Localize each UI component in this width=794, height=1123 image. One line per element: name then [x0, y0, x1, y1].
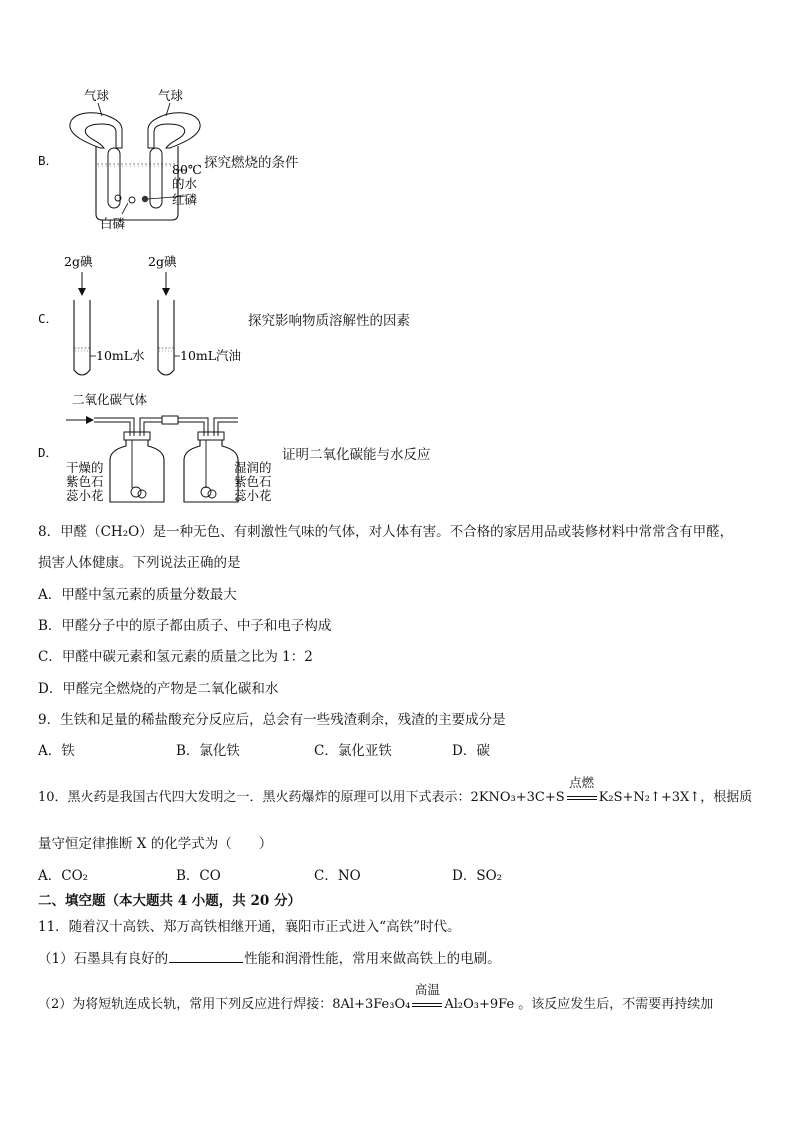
- q9-option-c[interactable]: C．氯化亚铁: [314, 743, 392, 759]
- q10-reaction-condition: [565, 775, 599, 805]
- q10-stem-line2: 量守恒定律推断 X 的化学式为（ ）: [38, 836, 273, 852]
- left-liquid-label: 10mL水: [96, 348, 145, 363]
- q10-option-d[interactable]: D．SO₂: [452, 868, 503, 884]
- q11-part1-post: 性能和润滑性能，常用来做高铁上的电刷。: [244, 951, 501, 967]
- q9-option-a[interactable]: A．铁: [38, 743, 75, 759]
- option-b-caption: 探究燃烧的条件: [204, 155, 299, 171]
- wet-flower-label-3: 蕊小花: [234, 488, 272, 503]
- balloon-left-label: 气球: [84, 88, 110, 103]
- section-heading-fill-blank: 二、填空题（本大题共 4 小题，共 20 分）: [38, 893, 301, 909]
- right-test-tube: [158, 300, 174, 375]
- water-label: 的水: [172, 176, 198, 191]
- q11-part1: [38, 947, 501, 967]
- option-d-letter: D．: [38, 445, 59, 460]
- q10-option-a[interactable]: A．CO₂: [38, 868, 89, 884]
- iodine-left-label: 2g碘: [64, 254, 93, 269]
- dry-flower-label-2: 紫色石: [66, 474, 104, 489]
- q9-stem: 9．生铁和足量的稀盐酸充分反应后，总会有一些残渣剩余，残渣的主要成分是: [38, 712, 506, 728]
- balloon-right-label: 气球: [158, 88, 184, 103]
- iodine-right-label: 2g碘: [148, 254, 177, 269]
- wet-flower-label-2: 紫色石: [234, 474, 272, 489]
- q11-part1-pre: （1）石墨具有良好的: [38, 951, 169, 967]
- q11-part2: [38, 982, 714, 1012]
- q11-part2-post: Al₂O₃+9Fe 。该反应发生后，不需要再持续加: [444, 997, 714, 1012]
- q8-stem-line1: 8．甲醛（CH₂O）是一种无色、有刺激性气味的气体，对人体有害。不合格的家居用品或装修材料中常常含有甲醛，: [38, 524, 734, 540]
- q9-option-d[interactable]: D．碳: [452, 743, 490, 759]
- q10-stem-line1: [38, 775, 753, 805]
- left-bottle: [110, 440, 164, 502]
- combustion-apparatus-figure: [62, 86, 212, 234]
- q8-option-a[interactable]: A．甲醛中氢元素的质量分数最大: [38, 587, 237, 603]
- option-c-letter: C．: [38, 311, 59, 326]
- q8-option-d[interactable]: D．甲醛完全燃烧的产物是二氧化碳和水: [38, 681, 279, 697]
- q11-part2-pre: （2）为将短轨连成长轨，常用下列反应进行焊接：8Al+3Fe₃O₄: [38, 997, 411, 1012]
- white-phosphorus-label: 白磷: [100, 216, 126, 231]
- option-b-letter: B．: [38, 153, 59, 168]
- q8-option-c[interactable]: C．甲醛中碳元素和氢元素的质量之比为 1：2: [38, 649, 313, 665]
- q8-stem-line2: 损害人体健康。下列说法正确的是: [38, 555, 241, 571]
- left-test-tube: [74, 300, 90, 375]
- q10-stem-pre: 10．黑火药是我国古代四大发明之一．黑火药爆炸的原理可以用下式表示：2KNO₃+3C+S: [38, 790, 565, 805]
- water-temp-label: 80℃: [172, 162, 202, 177]
- q10-stem-post: K₂S+N₂↑+3X↑，根据质: [598, 790, 753, 805]
- q10-option-c[interactable]: C．NO: [314, 868, 361, 884]
- co2-water-figure: [62, 388, 282, 510]
- option-d-caption: 证明二氧化碳能与水反应: [282, 447, 431, 463]
- wet-flower-label-1: 湿润的: [234, 460, 272, 475]
- q10-condition-text: 点燃: [569, 775, 595, 790]
- q11-stem: 11．随着汉十高铁、郑万高铁相继开通，襄阳市正式进入“高铁”时代。: [38, 919, 461, 935]
- q8-option-b[interactable]: B．甲醛分子中的原子都由质子、中子和电子构成: [38, 618, 332, 634]
- q9-option-b[interactable]: B．氯化铁: [176, 743, 240, 759]
- red-phosphorus-label: 红磷: [172, 192, 198, 207]
- q11-answer-blank[interactable]: [169, 950, 243, 963]
- q11-reaction-condition: [410, 982, 444, 1012]
- q11-condition-text: 高温: [414, 982, 440, 997]
- solubility-figure: [60, 252, 250, 384]
- co2-gas-label: 二氧化碳气体: [72, 392, 148, 407]
- right-liquid-label: 10mL汽油: [180, 348, 242, 363]
- dry-flower-label-3: 蕊小花: [66, 488, 104, 503]
- option-c-caption: 探究影响物质溶解性的因素: [248, 313, 410, 329]
- q10-option-b[interactable]: B．CO: [176, 868, 221, 884]
- dry-flower-label-1: 干燥的: [66, 460, 104, 475]
